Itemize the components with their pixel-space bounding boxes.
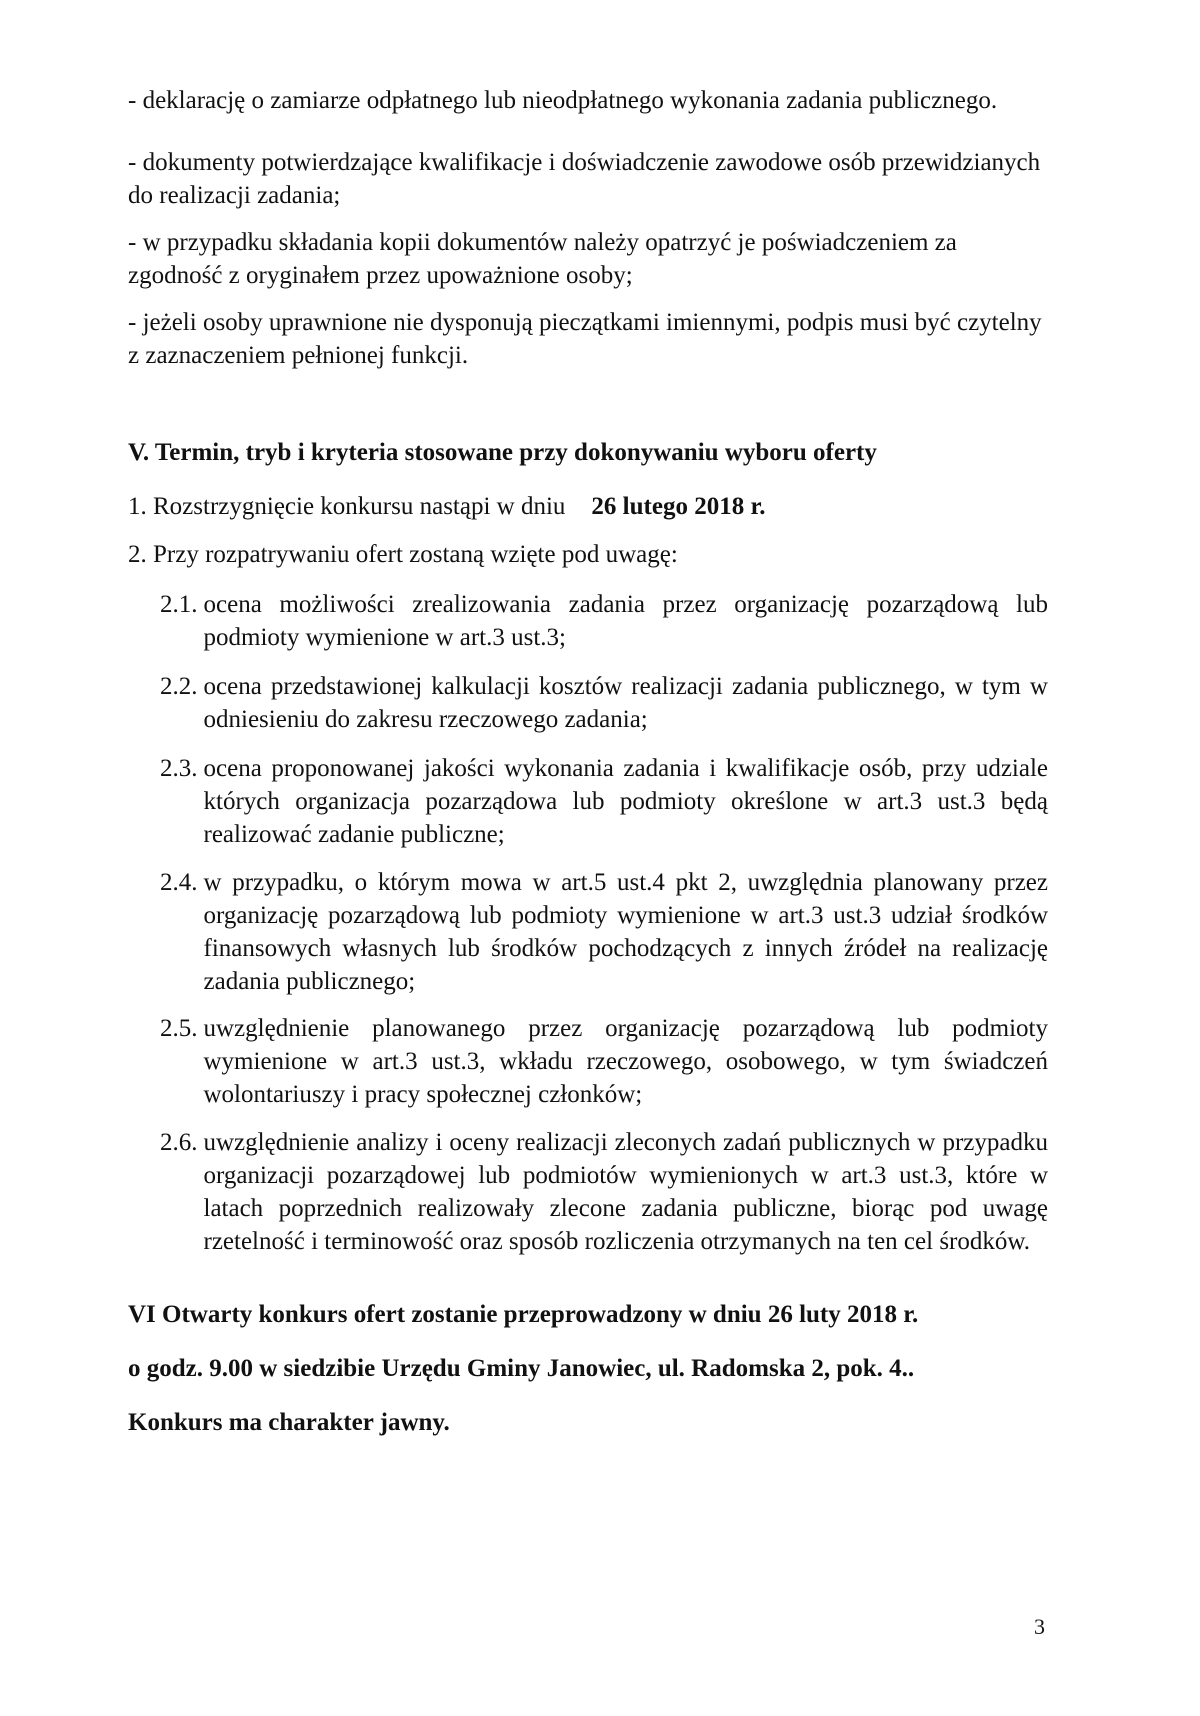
section-vi-line-1: VI Otwarty konkurs ofert zostanie przeprowadzony w dniu 26 luty 2018 r. bbox=[128, 1301, 919, 1328]
point-1-text: 1. Rozstrzygnięcie konkursu nastąpi w dniu bbox=[128, 493, 566, 520]
criterion-text: ocena możliwości zrealizowania zadania przez organizację pozarządową lub podmioty wymienione w art.3 ust.3; bbox=[203, 591, 1048, 651]
criterion-label: 2.5. bbox=[160, 1015, 198, 1042]
criterion-label: 2.3. bbox=[160, 755, 198, 782]
page-number: 3 bbox=[1034, 1614, 1045, 1639]
section-vi-line-2: o godz. 9.00 w siedzibie Urzędu Gminy Janowiec, ul. Radomska 2, pok. 4.. bbox=[128, 1355, 915, 1382]
criterion-item bbox=[160, 588, 1048, 654]
section-vi-line-3: Konkurs ma charakter jawny. bbox=[128, 1409, 450, 1436]
point-1-date: 26 lutego 2018 r. bbox=[591, 493, 766, 520]
criterion-item bbox=[160, 752, 1048, 851]
bullet-qualification-documents: - dokumenty potwierdzające kwalifikacje i doświadczenie zawodowe osób przewidzianych do realizacji zadania; bbox=[128, 149, 1041, 209]
criterion-item bbox=[160, 670, 1048, 736]
criterion-text: ocena przedstawionej kalkulacji kosztów realizacji zadania publicznego, w tym w odniesieniu do zakresu rzeczowego zadania; bbox=[203, 673, 1048, 733]
bullet-copies-certification: - w przypadku składania kopii dokumentów należy opatrzyć je poświadczeniem za zgodność z oryginałem przez upoważnione osoby; bbox=[128, 229, 957, 289]
criterion-text: uwzględnienie planowanego przez organizację pozarządową lub podmioty wymienione w art.3 ust.3, wkładu rzeczowego, osobowego, w tym świadczeń wolontariuszy i pracy społecznej członków; bbox=[203, 1015, 1048, 1108]
criterion-label: 2.1. bbox=[160, 591, 198, 618]
section-v-heading: V. Termin, tryb i kryteria stosowane przy dokonywaniu wyboru oferty bbox=[128, 439, 877, 466]
section-v-point-2: 2. Przy rozpatrywaniu ofert zostaną wzięte pod uwagę: bbox=[128, 541, 678, 568]
criterion-label: 2.4. bbox=[160, 869, 198, 896]
criterion-label: 2.2. bbox=[160, 673, 198, 700]
bullet-declaration: - deklarację o zamiarze odpłatnego lub nieodpłatnego wykonania zadania publicznego. bbox=[128, 87, 998, 114]
section-v-point-1 bbox=[128, 490, 766, 523]
criterion-text: ocena proponowanej jakości wykonania zadania i kwalifikacje osób, przy udziale których organizacja pozarządowa lub podmioty określone w art.3 ust.3 będą realizować zadanie publiczne; bbox=[203, 755, 1048, 848]
criterion-label: 2.6. bbox=[160, 1129, 198, 1156]
criterion-text: w przypadku, o którym mowa w art.5 ust.4 pkt 2, uwzględnia planowany przez organizację pozarządową lub podmioty wymienione w art.3 ust.3 udział środków finansowych własnych lub środków pochodzących z innych źródeł na realizację zadania publicznego; bbox=[203, 869, 1048, 995]
criterion-item bbox=[160, 1126, 1048, 1258]
criterion-text: uwzględnienie analizy i oceny realizacji zleconych zadań publicznych w przypadku organizacji pozarządowej lub podmiotów wymienionych w art.3 ust.3, które w latach poprzednich realizowały zlecone zadania publiczne, biorąc pod uwagę rzetelność i terminowość oraz sposób rozliczenia otrzymanych na ten cel środków. bbox=[203, 1129, 1048, 1255]
criterion-item bbox=[160, 1012, 1048, 1111]
criterion-item bbox=[160, 866, 1048, 998]
bullet-signature-rule: - jeżeli osoby uprawnione nie dysponują pieczątkami imiennymi, podpis musi być czytelny z zaznaczeniem pełnionej funkcji. bbox=[128, 309, 1042, 369]
